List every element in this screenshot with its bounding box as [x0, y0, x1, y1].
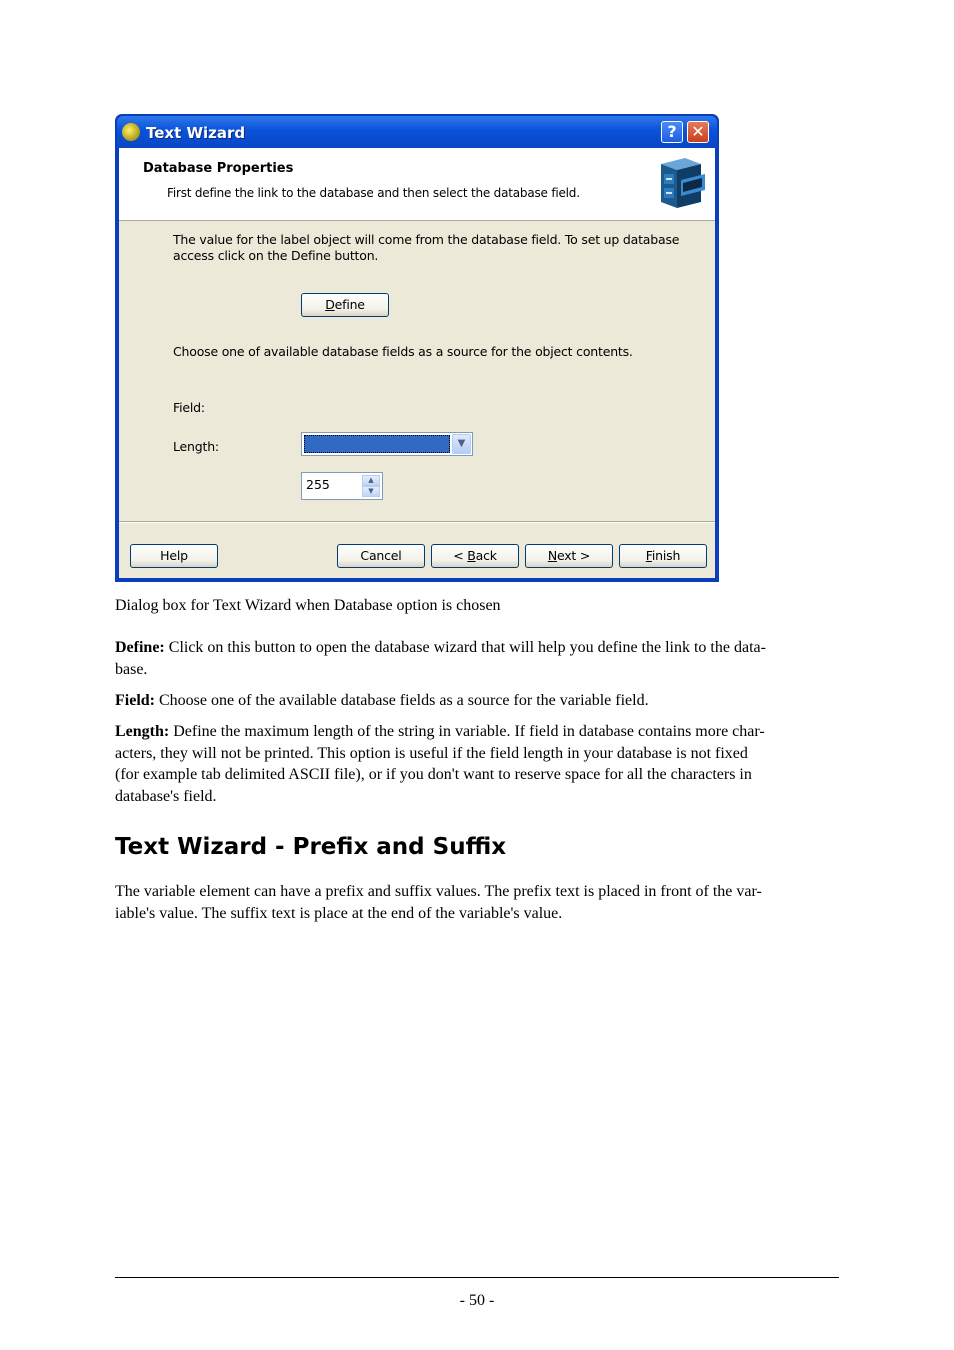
- length-desc-line1: Define the maximum length of the string in variable. If field in database contains more char-: [169, 723, 765, 740]
- define-paragraph: [115, 637, 841, 680]
- field-desc: Choose one of the available database fields as a source for the variable field.: [155, 692, 649, 709]
- field-paragraph: [115, 690, 841, 712]
- field-selected-value: [304, 435, 450, 453]
- header-subtitle: First define the link to the database and then select the database field.: [167, 186, 580, 200]
- dialog-title: Text Wizard: [146, 124, 246, 142]
- button-separator: [119, 521, 715, 523]
- help-icon[interactable]: ?: [661, 121, 683, 143]
- spin-down-icon[interactable]: ▼: [362, 486, 380, 497]
- define-button-label: efine: [334, 297, 365, 312]
- define-paragraph-line1: [115, 637, 841, 659]
- chevron-down-icon[interactable]: ▼: [452, 434, 471, 454]
- dialog-titlebar[interactable]: [117, 116, 717, 148]
- help-button[interactable]: Help: [130, 544, 218, 568]
- spin-up-icon[interactable]: ▲: [362, 475, 380, 486]
- back-button-accel: B: [467, 548, 476, 563]
- wizard-app-icon: [122, 123, 140, 141]
- text-wizard-dialog: [115, 114, 719, 582]
- prefix-suffix-line2: iable's value. The suffix text is place at the end of the variable's value.: [115, 904, 563, 922]
- length-desc-line4: database's field.: [115, 787, 217, 805]
- intro-text-line1: The value for the label object will come from the database field. To set up database: [173, 232, 680, 247]
- figure-caption: Dialog box for Text Wizard when Database option is chosen: [115, 597, 501, 614]
- cancel-button[interactable]: Cancel: [337, 544, 425, 568]
- define-button[interactable]: [301, 293, 389, 317]
- next-button[interactable]: [525, 544, 613, 568]
- length-label: Length:: [173, 439, 219, 454]
- footer-rule: [115, 1277, 839, 1278]
- field-label: Field:: [173, 400, 205, 415]
- close-icon[interactable]: ✕: [687, 121, 709, 143]
- define-desc-line1: Click on this button to open the database wizard that will help you define the link to the data-: [164, 639, 766, 656]
- field-term: Field:: [115, 692, 155, 709]
- back-button-arrow: <: [453, 548, 468, 563]
- prefix-suffix-paragraph: [115, 881, 841, 924]
- finish-button-label: inish: [651, 548, 681, 563]
- choose-text: Choose one of available database fields as a source for the object contents.: [173, 344, 633, 359]
- finish-button[interactable]: [619, 544, 707, 568]
- prefix-suffix-line1: The variable element can have a prefix and suffix values. The prefix text is placed in front of the var-: [115, 883, 762, 900]
- define-desc-line2: base.: [115, 660, 148, 678]
- length-term: Length:: [115, 723, 170, 740]
- next-button-label: ext >: [556, 548, 591, 563]
- length-paragraph: [115, 721, 841, 807]
- finish-button-accel: F: [645, 548, 652, 563]
- define-button-accel: D: [325, 297, 335, 312]
- intro-text-line2: access click on the Define button.: [173, 248, 379, 263]
- dialog-client-area: [119, 148, 715, 578]
- page-number: - 50 -: [459, 1292, 495, 1309]
- database-cabinet-icon: [655, 156, 707, 212]
- header-title: Database Properties: [143, 161, 294, 176]
- back-button[interactable]: [431, 544, 519, 568]
- length-spin-buttons: [362, 475, 380, 497]
- field-combobox[interactable]: [301, 432, 473, 456]
- length-desc-line3: (for example tab delimited ASCII file), or if you don't want to reserve space for all the characters in: [115, 766, 752, 783]
- next-button-accel: N: [547, 548, 557, 563]
- define-term: Define:: [115, 639, 165, 656]
- length-stepper[interactable]: [301, 472, 383, 500]
- back-button-label: ack: [475, 548, 497, 563]
- length-desc-line2: acters, they will not be printed. This option is useful if the field length in your database is not fixed: [115, 744, 748, 762]
- length-paragraph-line1: [115, 721, 841, 743]
- wizard-header: [119, 148, 715, 221]
- section-heading: Text Wizard - Prefix and Suffix: [115, 834, 507, 860]
- length-value[interactable]: 255: [306, 477, 330, 492]
